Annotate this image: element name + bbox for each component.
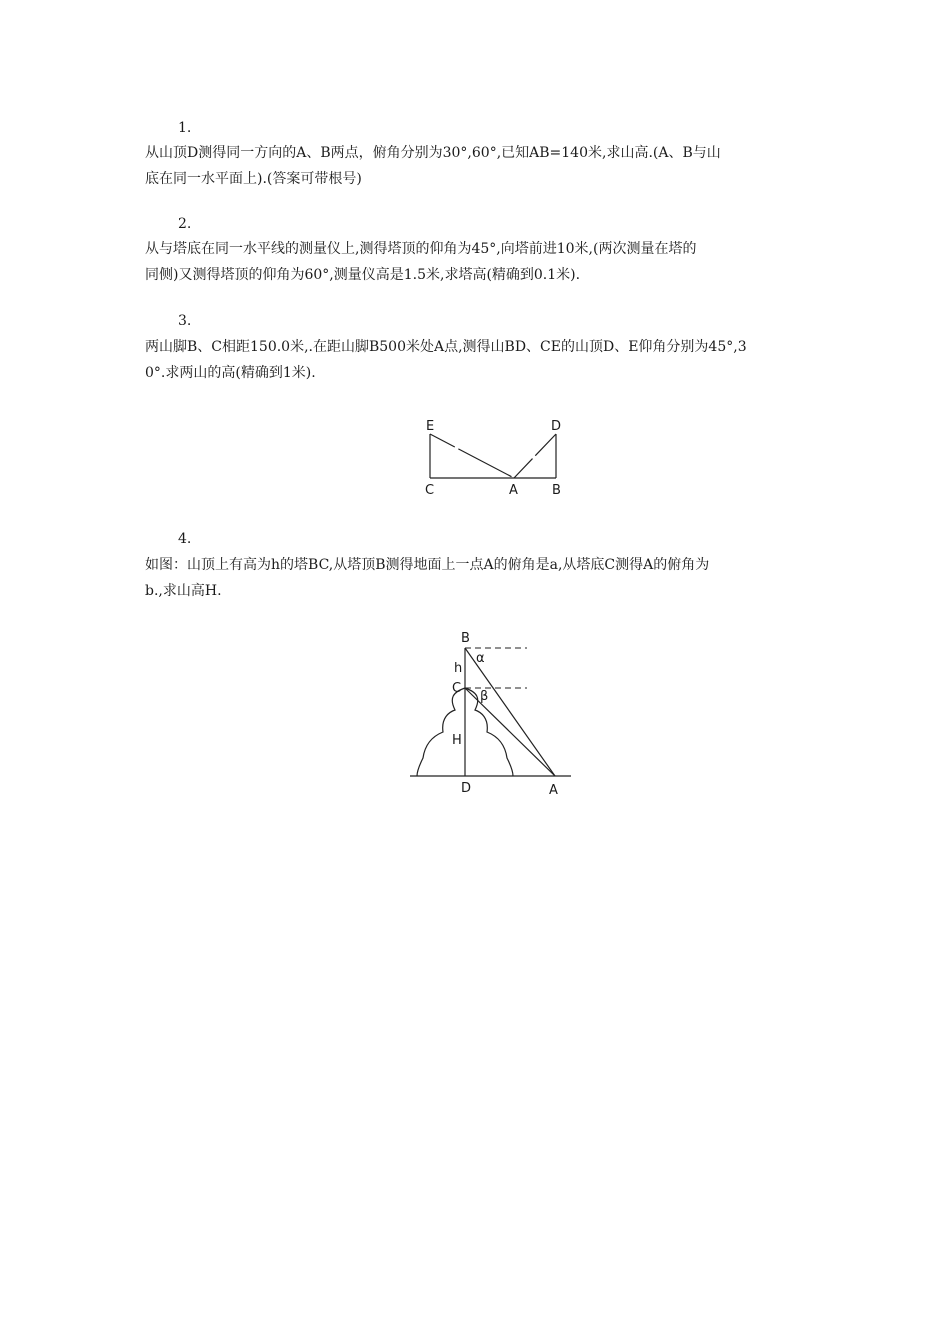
line-ca — [465, 688, 555, 776]
problem-1-text — [145, 140, 815, 192]
line-da — [514, 434, 556, 478]
mountain-left-outline — [417, 688, 465, 776]
line-ea — [430, 434, 514, 478]
label-a: A — [549, 783, 558, 798]
problem-1-line-2: 底在同一水平面上).(答案可带根号) — [145, 171, 362, 187]
problem-4-line-1: 如图：山顶上有高为h的塔BC,从塔顶B测得地面上一点A的俯角是a,从塔底C测得A的俯角为 — [145, 557, 710, 573]
figure-mountains-triangles — [410, 412, 580, 502]
label-a: A — [509, 483, 518, 498]
problem-3-line-1: 两山脚B、C相距150.0米,.在距山脚B500米处A点,测得山BD、CE的山顶D、E仰角分别为45°,3 — [145, 339, 747, 355]
label-c: C — [452, 681, 462, 696]
mountain-right-outline — [465, 688, 513, 776]
label-b: B — [552, 483, 561, 498]
label-beta: β — [480, 689, 489, 704]
label-d: D — [551, 419, 562, 434]
problem-4-line-2: b.,求山高H. — [145, 583, 222, 599]
problem-2-number: 2. — [178, 216, 192, 232]
problem-4-text — [145, 552, 815, 604]
problem-1-number: 1. — [178, 120, 192, 136]
label-d: D — [461, 781, 472, 796]
problem-2-line-1: 从与塔底在同一水平线的测量仪上,测得塔顶的仰角为45°,向塔前进10米,(两次测量在塔的 — [145, 241, 697, 257]
label-c: C — [425, 483, 435, 498]
problem-4-number: 4. — [178, 531, 192, 547]
label-h: h — [454, 661, 463, 676]
label-h-mountain: H — [452, 733, 462, 748]
label-alpha: α — [476, 651, 485, 666]
label-b: B — [461, 631, 470, 646]
problem-3-line-2: 0°.求两山的高(精确到1米). — [145, 365, 316, 381]
problem-1-line-1: 从山顶D测得同一方向的A、B两点，俯角分别为30°,60°,已知AB=140米,求山高.(A、B与山 — [145, 145, 721, 161]
problem-2-text — [145, 236, 815, 288]
problem-3-number: 3. — [178, 313, 192, 329]
problem-2-line-2: 同侧)又测得塔顶的仰角为60°,测量仪高是1.5米,求塔高(精确到0.1米). — [145, 267, 581, 283]
figure-tower-on-mountain — [405, 628, 580, 798]
label-e: E — [426, 419, 435, 434]
problem-3-text — [145, 334, 815, 386]
